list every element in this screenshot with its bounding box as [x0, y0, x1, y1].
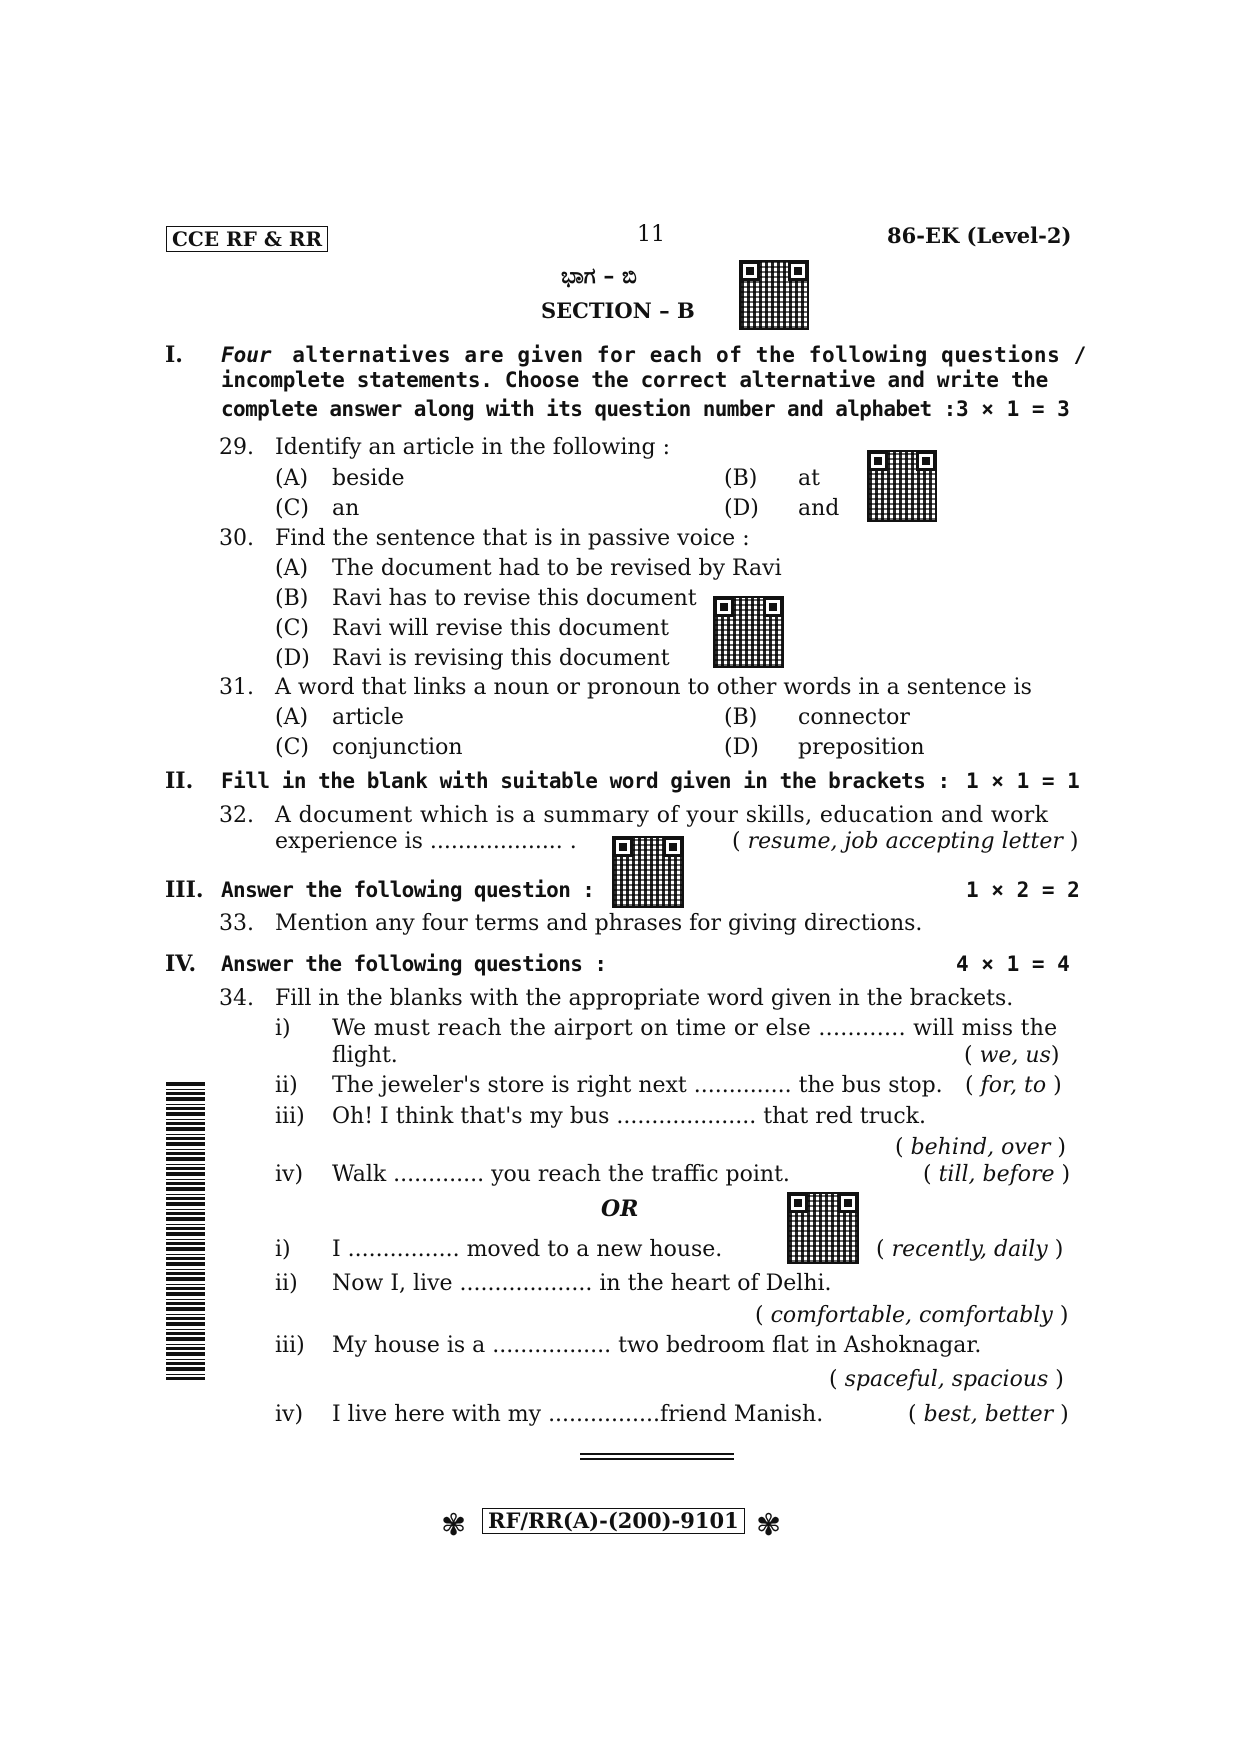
part1-instruction-line3: complete answer along with its question number and alphabet : — [221, 397, 956, 421]
q31-option-a: article — [332, 705, 404, 730]
q32-hint-close: ) — [1069, 829, 1079, 854]
header-box: CCE RF & RR — [166, 226, 328, 252]
q34-s1-ii-hint: ( for, to ) — [965, 1073, 1062, 1098]
ornament-left-icon: ✾ — [441, 1508, 467, 1543]
part2-numeral: II. — [165, 768, 194, 794]
q34-s1-iii-hint: ( behind, over ) — [895, 1135, 1066, 1160]
q34-number: 34. — [219, 986, 254, 1011]
footer-code: RF/RR(A)-(200)-9101 — [482, 1508, 745, 1534]
qr-code-icon — [789, 1194, 857, 1262]
q34-s2-iv-line: I live here with my ................friend Manish. — [332, 1402, 824, 1427]
q34-s1-ii-hint-text: for, to — [980, 1073, 1047, 1098]
qr-code-icon — [741, 262, 807, 328]
q29-option-c-label: (C) — [275, 496, 309, 521]
q31-option-c-label: (C) — [275, 735, 309, 760]
part4-marks: 4 × 1 = 4 — [956, 952, 1070, 976]
q34-s1-iv-label: iv) — [275, 1162, 304, 1187]
q34-s2-iii-hint-text: spaceful, spacious — [844, 1367, 1049, 1392]
q34-text: Fill in the blanks with the appropriate word given in the brackets. — [275, 986, 1014, 1011]
part2-marks: 1 × 1 = 1 — [966, 769, 1080, 793]
q34-s2-iii-line: My house is a ................. two bedroom flat in Ashoknagar. — [332, 1333, 982, 1358]
part1-marks: 3 × 1 = 3 — [956, 397, 1070, 421]
q34-s1-iv-hint-text: till, before — [938, 1162, 1055, 1187]
q30-option-b: Ravi has to revise this document — [332, 586, 697, 611]
part3-marks: 1 × 2 = 2 — [966, 878, 1080, 902]
q33-text: Mention any four terms and phrases for giving directions. — [275, 911, 923, 936]
part4-numeral: IV. — [165, 951, 197, 977]
q34-s1-ii-label: ii) — [275, 1073, 298, 1098]
q34-s2-iii-label: iii) — [275, 1333, 305, 1358]
q32-hint — [732, 829, 1078, 854]
q29-text: Identify an article in the following : — [275, 435, 671, 460]
q34-s1-i-hint: ( we, us) — [964, 1043, 1060, 1068]
part1-instruction-line1 — [221, 343, 1087, 367]
q32-line2: experience is ................... . — [275, 829, 577, 854]
q31-text: A word that links a noun or pronoun to other words in a sentence is — [275, 675, 1032, 700]
q32-line1: A document which is a summary of your skills, education and work — [275, 803, 1049, 828]
q31-option-a-label: (A) — [275, 705, 309, 730]
q31-number: 31. — [219, 675, 254, 700]
q34-s2-ii-label: ii) — [275, 1271, 298, 1296]
or-separator: OR — [601, 1196, 639, 1222]
part2-title: Fill in the blank with suitable word given in the brackets : — [221, 769, 950, 793]
q29-option-a: beside — [332, 466, 405, 491]
q31-option-d-label: (D) — [724, 735, 759, 760]
q34-s1-i-line: We must reach the airport on time or else ............ will miss the — [332, 1016, 1058, 1041]
q29-option-b-label: (B) — [724, 466, 758, 491]
paper-code: 86-EK (Level-2) — [887, 223, 1072, 248]
part1-four: Four — [221, 343, 272, 367]
section-kannada: ಭಾಗ – ಬಿ — [561, 263, 637, 289]
q34-s2-iv-hint-text: best, better — [923, 1402, 1054, 1427]
q34-s1-iii-hint-text: behind, over — [910, 1135, 1051, 1160]
q30-option-d-label: (D) — [275, 646, 310, 671]
q34-s2-i-line: I ................ moved to a new house. — [332, 1237, 723, 1262]
q30-number: 30. — [219, 526, 254, 551]
q31-option-c: conjunction — [332, 735, 463, 760]
q32-hint-open: ( — [732, 829, 741, 854]
q29-option-b: at — [798, 466, 820, 491]
q30-option-c: Ravi will revise this document — [332, 616, 669, 641]
q30-option-a: The document had to be revised by Ravi — [332, 556, 782, 581]
q34-s1-i-label: i) — [275, 1016, 291, 1041]
q34-s2-ii-hint-text: comfortable, comfortably — [770, 1303, 1053, 1328]
q34-s2-ii-hint: ( comfortable, comfortably ) — [755, 1303, 1069, 1328]
q30-option-d: Ravi is revising this document — [332, 646, 670, 671]
q34-s1-iv-line: Walk ............. you reach the traffic point. — [332, 1162, 790, 1187]
qr-code-icon — [614, 838, 682, 906]
q34-s2-iv-label: iv) — [275, 1402, 304, 1427]
q29-option-d: and — [798, 496, 840, 521]
part4-title: Answer the following questions : — [221, 952, 607, 976]
q30-option-c-label: (C) — [275, 616, 309, 641]
q31-option-d: preposition — [798, 735, 925, 760]
q29-option-c: an — [332, 496, 360, 521]
q30-text: Find the sentence that is in passive voice : — [275, 526, 750, 551]
qr-code-icon — [869, 452, 935, 520]
q29-option-a-label: (A) — [275, 466, 309, 491]
q32-number: 32. — [219, 803, 254, 828]
end-rule — [580, 1453, 734, 1455]
qr-code-icon — [715, 598, 782, 666]
q34-s2-iv-hint: ( best, better ) — [908, 1402, 1069, 1427]
barcode-icon — [166, 1080, 205, 1380]
q34-s2-i-hint: ( recently, daily ) — [876, 1237, 1064, 1262]
q34-s2-ii-line: Now I, live ................... in the heart of Delhi. — [332, 1271, 832, 1296]
part1-instruction-line2: incomplete statements. Choose the correct alternative and write the — [221, 368, 1048, 392]
q32-hint-text: resume, job accepting letter — [747, 829, 1063, 854]
part1-numeral: I. — [165, 342, 183, 368]
q31-option-b: connector — [798, 705, 910, 730]
q34-s1-iii-line: Oh! I think that's my bus .................... that red truck. — [332, 1104, 926, 1129]
part3-title: Answer the following question : — [221, 878, 595, 902]
q31-option-b-label: (B) — [724, 705, 758, 730]
q34-s2-i-hint-text: recently, daily — [891, 1237, 1048, 1262]
section-title: SECTION – B — [541, 298, 695, 323]
ornament-right-icon: ✾ — [756, 1508, 782, 1543]
q34-s2-i-label: i) — [275, 1237, 291, 1262]
q34-s1-iv-hint: ( till, before ) — [923, 1162, 1071, 1187]
page-number: 11 — [637, 222, 665, 247]
end-rule — [580, 1458, 734, 1460]
q34-s1-ii-line: The jeweler's store is right next .............. the bus stop. — [332, 1073, 943, 1098]
q29-option-d-label: (D) — [724, 496, 759, 521]
q30-option-b-label: (B) — [275, 586, 309, 611]
q34-s1-iii-label: iii) — [275, 1104, 305, 1129]
q33-number: 33. — [219, 911, 254, 936]
q29-number: 29. — [219, 435, 254, 460]
q30-option-a-label: (A) — [275, 556, 309, 581]
part1-line1: alternatives are given for each of the following questions / — [292, 343, 1087, 367]
q34-s1-i-hint-text: we, us — [979, 1043, 1051, 1068]
part3-numeral: III. — [165, 877, 204, 903]
q34-s1-i-line2: flight. — [332, 1043, 398, 1068]
q34-s2-iii-hint: ( spaceful, spacious ) — [829, 1367, 1064, 1392]
